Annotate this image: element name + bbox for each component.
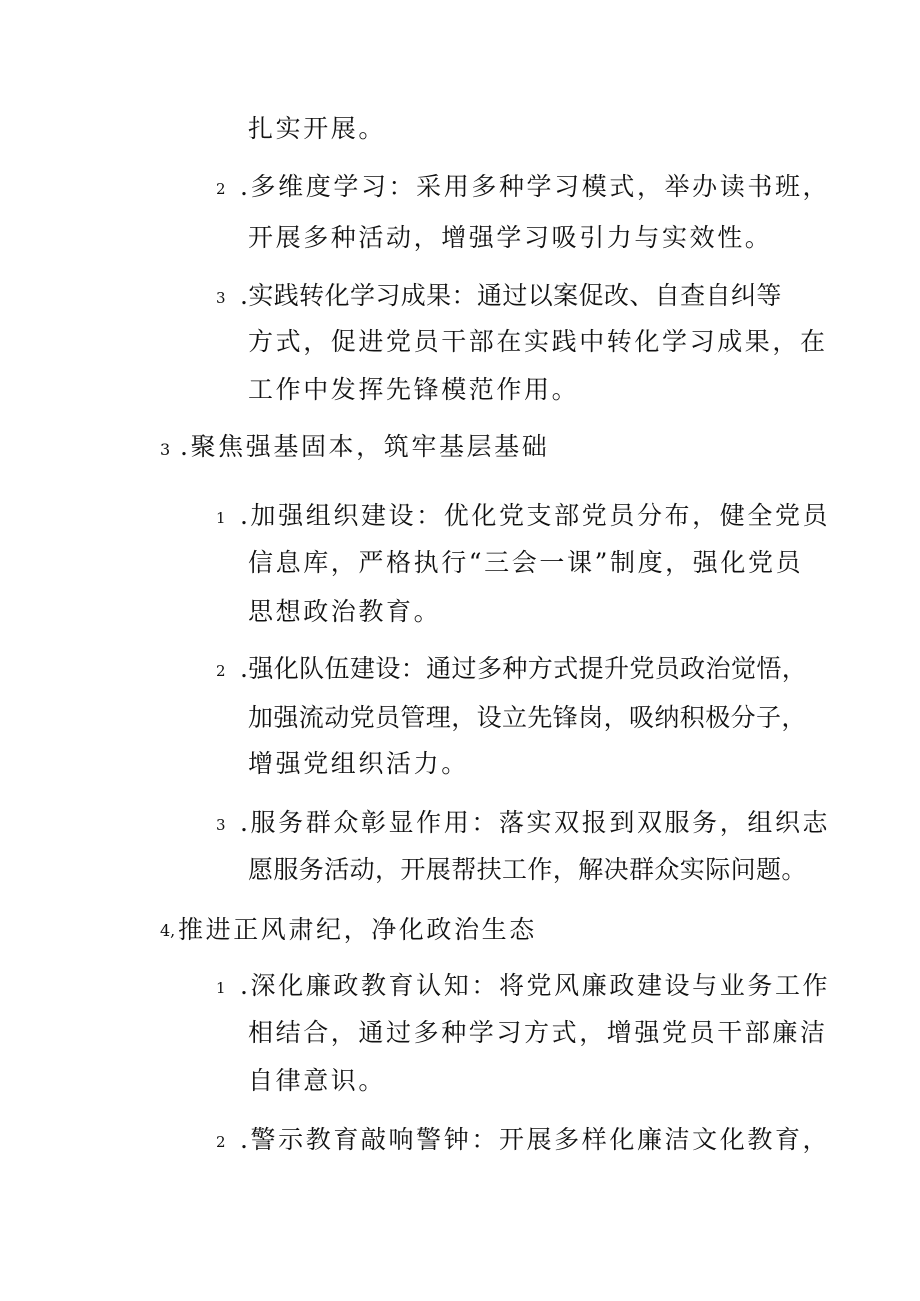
section-heading-number: 4, (160, 921, 176, 940)
list-item-text: 方式，促进党员干部在实践中转化学习成果，在 (248, 327, 828, 356)
list-item-text: 自律意识。 (248, 1066, 387, 1095)
list-item-text: .警示教育敲响警钟：开展多样化廉洁文化教育， (240, 1125, 831, 1154)
list-item-text: 加强流动党员管理，设立先锋岗，吸纳积极分子， (248, 703, 807, 732)
paragraph-line: 扎实开展。 (248, 114, 387, 143)
section-heading: .聚焦强基固本，筑牢基层基础 (180, 432, 550, 461)
list-item-number: 1 (216, 509, 226, 527)
section-heading-number: 3 (160, 440, 171, 459)
list-item-text: 开展多种活动，增强学习吸引力与实效性。 (248, 223, 773, 252)
list-item-number: 2 (216, 662, 226, 680)
list-item-text: 相结合，通过多种学习方式，增强党员干部廉洁 (248, 1018, 828, 1047)
list-item-number: 3 (216, 816, 226, 834)
list-item-text: 信息库，严格执行“三会一课”制度，强化党员 (248, 548, 804, 577)
list-item-number: 3 (216, 289, 226, 307)
list-item-text: .实践转化学习成果：通过以案促改、自查自纠等 (240, 281, 782, 310)
list-item-text: .加强组织建设：优化党支部党员分布，健全党员 (240, 501, 831, 530)
list-item-text: 工作中发挥先锋模范作用。 (248, 375, 580, 404)
list-item-text: 愿服务活动，开展帮扶工作，解决群众实际问题。 (248, 855, 807, 884)
list-item-text: 思想政治教育。 (248, 597, 442, 626)
list-item-text: .多维度学习：采用多种学习模式，举办读书班， (240, 172, 831, 201)
list-item-number: 2 (216, 1133, 226, 1151)
section-heading: 推进正风肃纪，净化政治生态 (178, 915, 537, 944)
list-item-text: 增强党组织活力。 (248, 749, 469, 778)
list-item-text: .服务群众彰显作用：落实双报到双服务，组织志 (240, 808, 831, 837)
list-item-number: 1 (216, 979, 226, 997)
list-item-text: .强化队伍建设：通过多种方式提升党员政治觉悟， (240, 654, 808, 683)
list-item-text: .深化廉政教育认知：将党风廉政建设与业务工作 (240, 971, 831, 1000)
list-item-number: 2 (216, 180, 226, 198)
